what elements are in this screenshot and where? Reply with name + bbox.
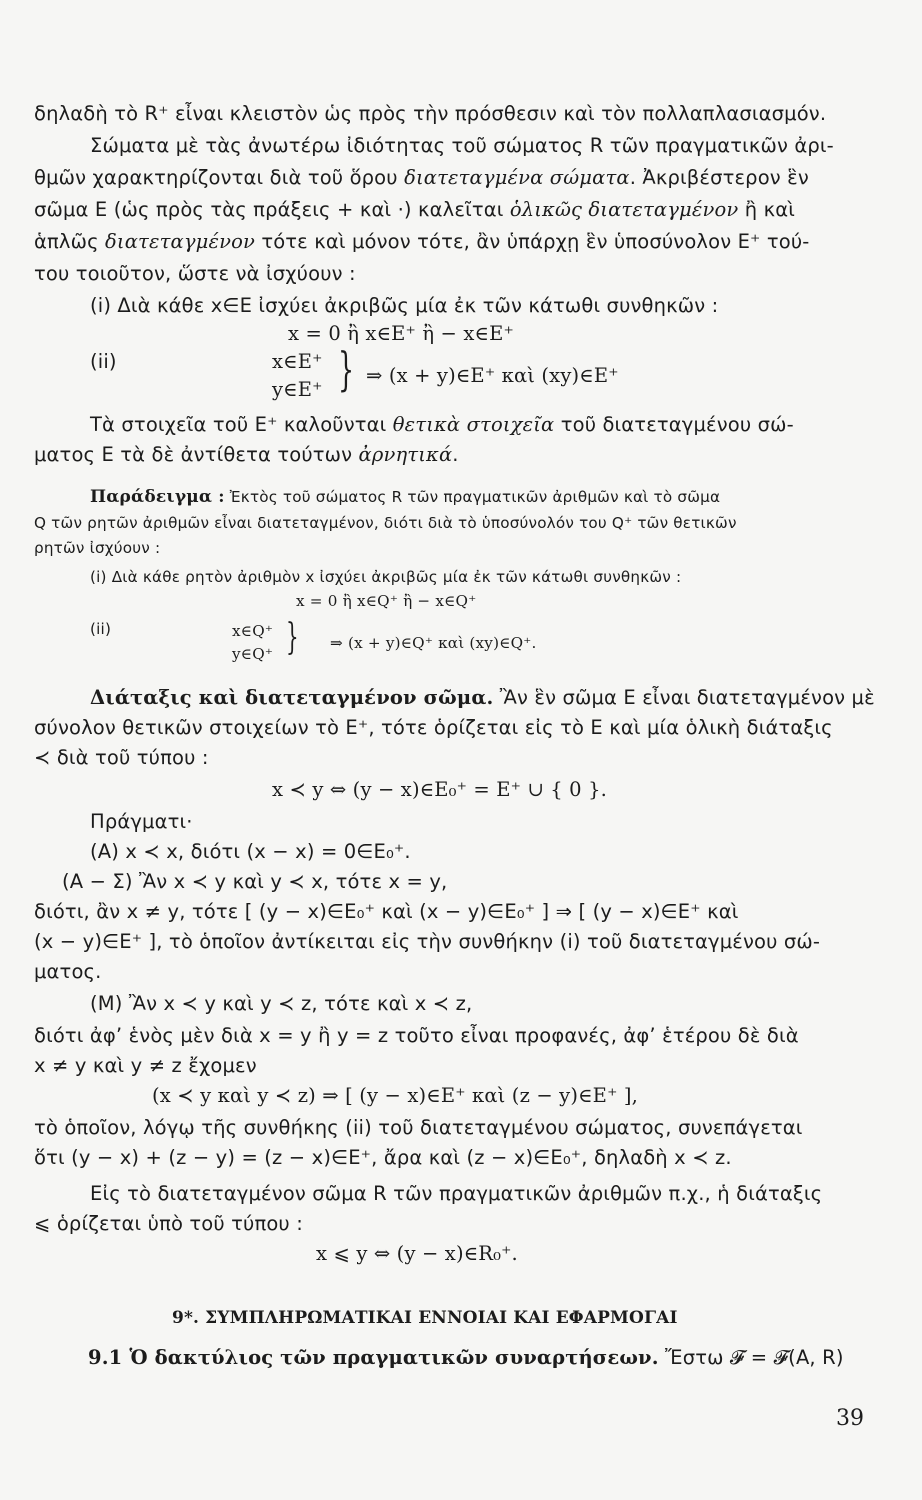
subsection-heading	[88, 1344, 844, 1372]
term-positive-elements: θετικὰ στοιχεῖα	[392, 413, 555, 436]
condition-ii-y: y∈E⁺	[272, 378, 323, 401]
reflexivity-line: (A) x ≺ x, διότι (x − x) = 0∈E₀⁺.	[90, 840, 411, 863]
right-brace: }	[286, 617, 299, 658]
text-line: διότι, ἂν x ≠ y, τότε [ (y − x)∈E₀⁺ καὶ (x − y)∈E₀⁺ ] ⇒ [ (y − x)∈E⁺ καὶ	[34, 900, 739, 923]
example-condition-i: (i) Διὰ κάθε ρητὸν ἀριθμὸν x ἰσχύει ἀκριβῶς μία ἐκ τῶν κάτωθι συνθηκῶν :	[90, 568, 682, 586]
condition-ii-label: (ii)	[90, 350, 117, 373]
example-condition-ii-x: x∈Q⁺	[232, 622, 274, 640]
example-line: ρητῶν ἰσχύουν :	[34, 539, 161, 557]
condition-ii-x: x∈E⁺	[272, 350, 323, 373]
text-line: ⩽ ὁρίζεται ὑπὸ τοῦ τύπου :	[34, 1212, 303, 1235]
text-run: ἁπλῶς	[34, 230, 106, 253]
antisymmetry-line: (A − Σ) Ἂν x ≺ y καὶ y ≺ x, τότε x = y,	[62, 870, 448, 893]
section-heading: 9*. ΣΥΜΠΛΗΡΩΜΑΤΙΚΑΙ ΕΝΝΟΙΑΙ ΚΑΙ ΕΦΑΡΜΟΓΑΙ	[172, 1308, 678, 1328]
term-negative: ἀρνητικά	[358, 443, 453, 466]
text-run: Τὰ στοιχεῖα τοῦ E⁺ καλοῦνται	[90, 413, 393, 436]
text-line: Πράγματι·	[90, 810, 193, 833]
page-number: 39	[836, 1406, 864, 1431]
text-line	[34, 441, 459, 469]
text-line: ὅτι (y − x) + (z − y) = (z − x)∈E⁺, ἄρα καὶ (z − x)∈E₀⁺, δηλαδὴ x ≺ z.	[34, 1146, 732, 1169]
text-run: ματος E τὰ δὲ ἀντίθετα τούτων	[34, 443, 359, 466]
text-run: Ἐκτὸς τοῦ σώματος R τῶν πραγματικῶν ἀριθμῶν καὶ τὸ σῶμα	[224, 488, 721, 506]
text-line: τὸ ὁποῖον, λόγῳ τῆς συνθήκης (ii) τοῦ διατεταγμένου σώματος, συνεπάγεται	[34, 1116, 803, 1139]
text-run: .	[452, 443, 459, 466]
ordering-formula: x ≺ y ⇔ (y − x)∈E₀⁺ = E⁺ ∪ { 0 }.	[272, 778, 607, 801]
text-run: σῶμα E (ὡς πρὸς τὰς πράξεις + καὶ ·) καλεῖται	[34, 198, 510, 221]
term-ordered: διατεταγμένον	[105, 230, 255, 253]
text-run: τοῦ διατεταγμένου σώ-	[554, 413, 794, 436]
example-line	[90, 486, 720, 508]
text-run: ἢ καὶ	[738, 198, 795, 221]
condition-i: (i) Διὰ κάθε x∈E ἰσχύει ἀκριβῶς μία ἐκ τῶν κάτωθι συνθηκῶν :	[90, 294, 719, 317]
text-line	[34, 196, 795, 224]
real-order-formula: x ⩽ y ⇔ (y − x)∈R₀⁺.	[316, 1242, 518, 1265]
example-line: Q τῶν ρητῶν ἀριθμῶν εἶναι διατεταγμένον, διότι διὰ τὸ ὑποσύνολόν του Q⁺ τῶν θετικῶν	[34, 514, 737, 532]
transitivity-formula: (x ≺ y καὶ y ≺ z) ⇒ [ (y − x)∈E⁺ καὶ (z − y)∈E⁺ ],	[152, 1084, 638, 1107]
text-line	[34, 228, 809, 256]
right-brace: }	[338, 342, 355, 396]
text-run: θμῶν χαρακτηρίζονται διὰ τοῦ ὅρου	[34, 166, 405, 189]
text-line	[90, 411, 794, 439]
text-line: δηλαδὴ τὸ R⁺ εἶναι κλειστὸν ὡς πρὸς τὴν πρόσθεσιν καὶ τὸν πολλαπλασιασμόν.	[34, 102, 827, 125]
text-line: Εἰς τὸ διατεταγμένον σῶμα R τῶν πραγματικῶν ἀριθμῶν π.χ., ἡ διάταξις	[90, 1182, 823, 1205]
example-title: Παράδειγμα :	[90, 487, 225, 507]
text-line: διότι ἀφ’ ἑνὸς μὲν διὰ x = y ἢ y = z τοῦτο εἶναι προφανές, ἀφ’ ἑτέρου δὲ διὰ	[34, 1024, 799, 1047]
transitivity-line: (M) Ἂν x ≺ y καὶ y ≺ z, τότε καὶ x ≺ z,	[90, 992, 473, 1015]
subsection-title: 9.1 Ὁ δακτύλιος τῶν πραγματικῶν συναρτήσεων.	[88, 1346, 659, 1369]
text-line: x ≠ y καὶ y ≠ z ἔχομεν	[34, 1054, 257, 1077]
text-line: (x − y)∈E⁺ ], τὸ ὁποῖον ἀντίκειται εἰς τὴν συνθήκην (i) τοῦ διατεταγμένου σώ-	[34, 930, 821, 953]
text-line: ματος.	[34, 960, 102, 983]
condition-i-formula: x = 0 ἢ x∈E⁺ ἢ − x∈E⁺	[288, 322, 514, 345]
text-line: του τοιοῦτον, ὥστε νὰ ἰσχύουν :	[34, 262, 356, 285]
example-condition-ii-result: ⇒ (x + y)∈Q⁺ καὶ (xy)∈Q⁺.	[330, 634, 537, 652]
example-condition-i-formula: x = 0 ἢ x∈Q⁺ ἢ − x∈Q⁺	[296, 592, 477, 610]
text-run: . Ἀκριβέστερον ἓν	[629, 166, 809, 189]
text-run: Ἂν ἓν σῶμα E εἶναι διατεταγμένον μὲ	[493, 686, 875, 709]
text-line: Σώματα μὲ τὰς ἀνωτέρω ἰδιότητας τοῦ σώματος R τῶν πραγματικῶν ἀρι-	[90, 134, 834, 157]
text-line	[34, 164, 809, 192]
example-condition-ii-label: (ii)	[90, 620, 112, 638]
condition-ii-result: ⇒ (x + y)∈E⁺ καὶ (xy)∈E⁺	[366, 364, 619, 387]
term-ordered-fields: διατεταγμένα σώματα	[404, 166, 630, 189]
text-line: ≺ διὰ τοῦ τύπου :	[34, 746, 209, 769]
text-run: τότε καὶ μόνον τότε, ἂν ὑπάρχῃ ἓν ὑποσύνολον E⁺ τού-	[254, 230, 810, 253]
text-run: Ἔστω 𝓕 = 𝓕(A, R)	[658, 1346, 844, 1369]
example-condition-ii-y: y∈Q⁺	[232, 645, 274, 663]
ordering-title: Διάταξις καὶ διατεταγμένον σῶμα.	[90, 686, 494, 709]
term-totally-ordered: ὁλικῶς διατεταγμένον	[509, 198, 739, 221]
text-line	[90, 684, 875, 712]
text-line: σύνολον θετικῶν στοιχείων τὸ E⁺, τότε ὁρίζεται εἰς τὸ E καὶ μία ὁλικὴ διάταξις	[34, 716, 833, 739]
